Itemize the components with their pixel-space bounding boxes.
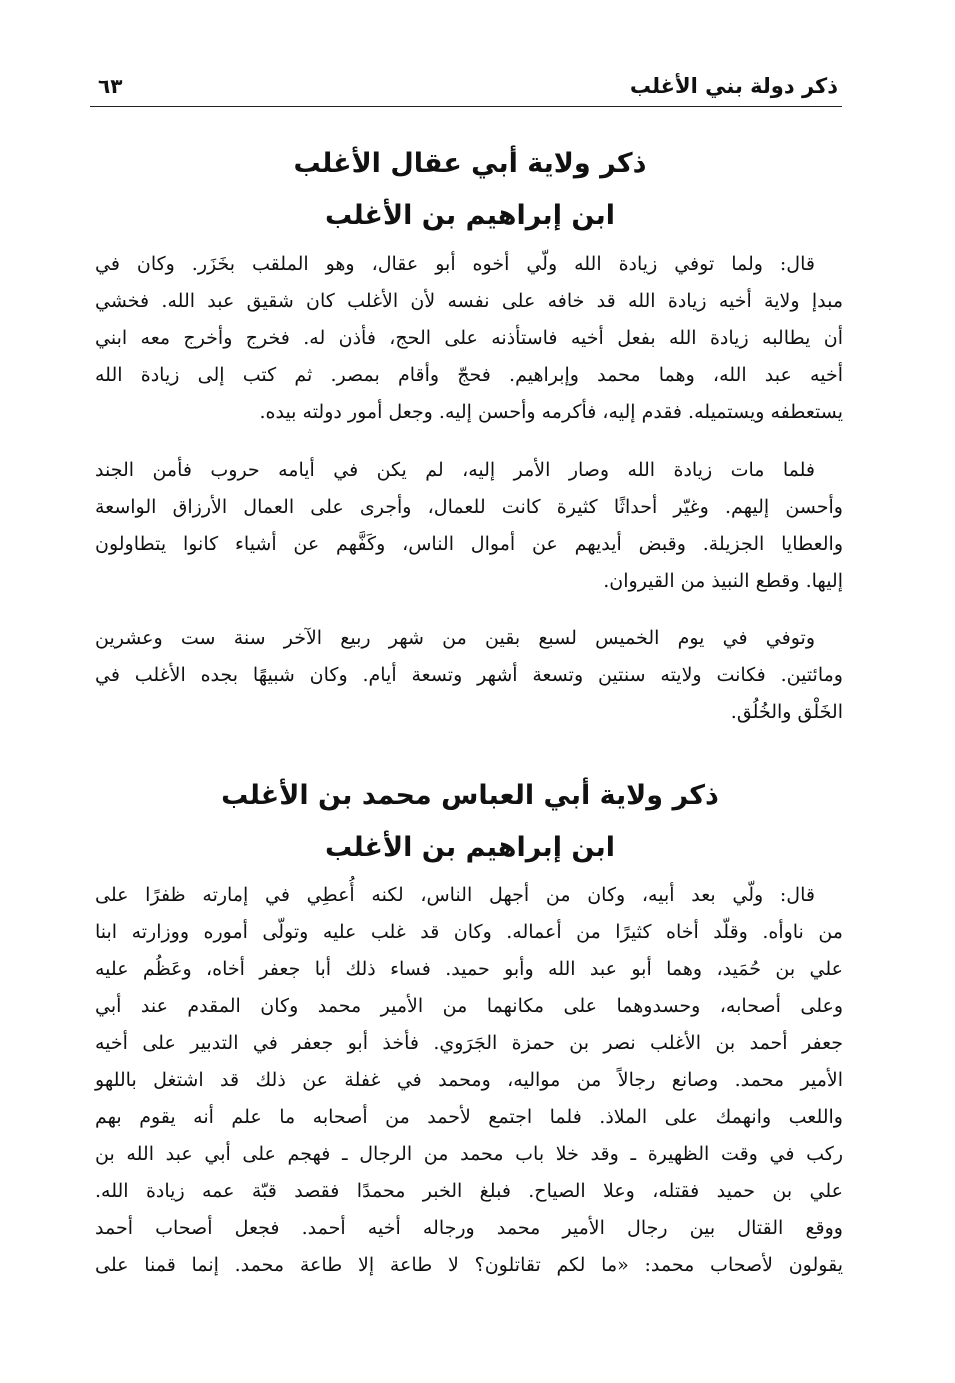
page-number: ٦٣ — [98, 74, 123, 98]
text-line: إليها. وقطع النبيذ من القيروان. — [603, 570, 843, 592]
paragraph-3 — [95, 620, 843, 731]
text-line: وأحسن إليهم. وغيّر أحداثًا كثيرة كانت للعمال، وأجرى على العمال الأرزاق الواسعة — [95, 496, 843, 518]
text-line: وتوفي في يوم الخميس لسبع بقين من شهر ربيع الآخر سنة ست وعشرين — [95, 627, 815, 649]
paragraph-2 — [95, 452, 843, 600]
section-heading-1 — [100, 138, 840, 242]
text-line: ومائتين. فكانت ولايته سنتين وتسعة أشهر وتسعة أيام. وكان شبيهًا بجده الأغلب في — [95, 664, 843, 686]
text-line: الأمير محمد. وصانع رجالاً من مواليه، ومحمد في غفلة عن ذلك قد اشتغل باللهو — [95, 1069, 843, 1091]
paragraph-1 — [95, 246, 843, 431]
text-line: ووقع القتال بين رجال الأمير محمد ورجاله أخيه أحمد. فجعل أصحاب أحمد — [95, 1217, 843, 1239]
section-heading-line: ذكر ولاية أبي العباس محمد بن الأغلب — [221, 780, 719, 811]
text-line: أن يطالبه زيادة الله بفعل أخيه فاستأذنه على الحج، فأذن له. فخرج وأخرج معه ابني — [95, 327, 843, 349]
text-line: قال: ولما توفي زيادة الله ولّي أخوه أبو عقال، وهو الملقب بخَزَر. وكان في — [95, 253, 815, 275]
running-title: ذكر دولة بني الأغلب — [629, 74, 838, 98]
text-line: مبدإ ولاية أخيه زيادة الله قد خافه على نفسه لأن الأغلب كان شقيق عبد الله. فخشي — [95, 290, 843, 312]
text-line: وعلى أصحابه، وحسدوهما على مكانهما من الأمير محمد وكان المقدم عند أبي — [95, 995, 843, 1017]
text-line: قال: ولّي بعد أبيه، وكان من أجهل الناس، لكنه أُعطِي في إمارته ظفرًا على — [95, 884, 815, 906]
running-head — [90, 70, 842, 107]
section-heading-line: ذكر ولاية أبي عقال الأغلب — [293, 148, 647, 179]
text-line: ركب في وقت الظهيرة ـ وقد خلا باب محمد من الرجال ـ فهجم على أبي عبد الله بن — [95, 1143, 843, 1165]
text-line: يستعطفه ويستميله. فقدم إليه، فأكرمه وأحسن إليه. وجعل أمور دولته بيده. — [259, 401, 843, 423]
text-line: فلما مات زيادة الله وصار الأمر إليه، لم يكن في أيامه حروب فأمن الجند — [95, 459, 815, 481]
text-line: علي بن حُمَيد، وهما أبو عبد الله وأبو حميد. فساء ذلك أبا جعفر أخاه، وعَظُم عليه — [95, 958, 843, 980]
text-line: واللعب وانهمك على الملاذ. فلما اجتمع لأحمد من أصحابه ما علم أنه يقوم بهم — [95, 1106, 843, 1128]
paragraph-4 — [95, 877, 843, 1284]
text-line: الخَلْق والخُلُق. — [730, 701, 843, 723]
text-line: من ناوأه. وقلّد أخاه كثيرًا من أعماله. وكان قد غلب عليه وتولّى أموره ووزارته ابنا — [95, 921, 843, 943]
text-line: والعطايا الجزيلة. وقبض أيديهم عن أموال الناس، وكَفَّهم عن أشياء كانوا يتطاولون — [95, 533, 843, 555]
text-line: يقولون لأصحاب محمد: «ما لكم تقاتلون؟ لا طاعة إلا طاعة محمد. إنما قمنا على — [95, 1254, 843, 1276]
section-heading-line: ابن إبراهيم بن الأغلب — [324, 200, 616, 231]
section-heading-line: ابن إبراهيم بن الأغلب — [324, 832, 616, 863]
section-heading-2 — [100, 770, 840, 874]
text-line: علي بن حميد فقتله، وعلا الصياح. فبلغ الخبر محمدًا فقصد قبّة عمه زيادة الله. — [95, 1180, 843, 1202]
text-line: أخيه عبد الله، وهما محمد وإبراهيم. فحجّ وأقام بمصر. ثم كتب إلى زيادة الله — [95, 364, 843, 386]
text-line: جعفر أحمد بن الأغلب نصر بن حمزة الجَرَوي. فأخذ أبو جعفر في التدبير على أخيه — [95, 1032, 843, 1054]
